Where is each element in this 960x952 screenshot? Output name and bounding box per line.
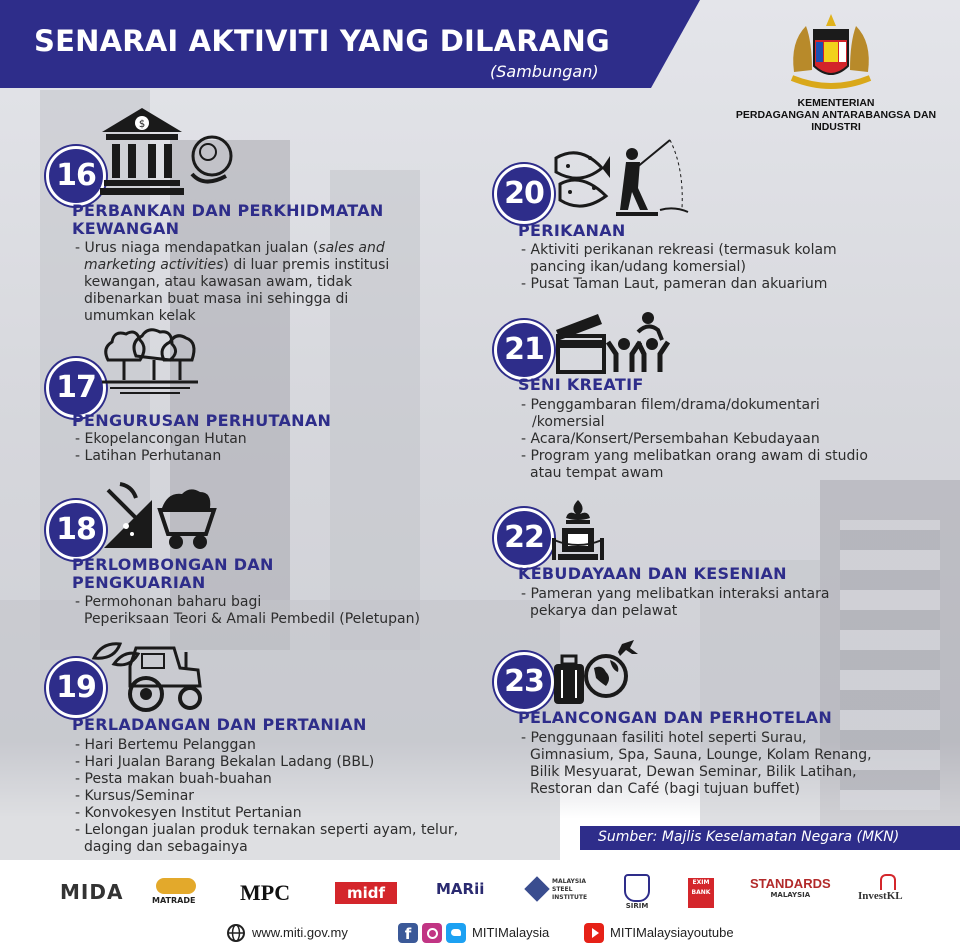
tractor-icon — [90, 636, 206, 712]
instagram-icon[interactable] — [422, 923, 442, 943]
section-heading: PERBANKAN DAN PERKHIDMATAN KEWANGAN — [72, 201, 384, 238]
item-list — [72, 240, 452, 325]
ministry-name: KEMENTERIAN PERDAGANGAN ANTARABANGSA DAN INDUSTRI — [735, 97, 937, 133]
number-badge: 20 — [494, 164, 554, 224]
mining-cart-icon — [102, 482, 220, 552]
list-item: - Hari Jualan Barang Bekalan Ladang (BBL) — [72, 754, 512, 771]
list-item: pancing ikan/udang komersial) — [530, 259, 746, 275]
list-item: - Pesta makan buah-buahan — [72, 771, 512, 788]
bank-icon — [100, 106, 240, 198]
list-item: - Urus niaga mendapatkan jualan (sales and — [72, 240, 452, 257]
item-list — [72, 594, 472, 628]
section-heading: SENI KREATIF — [518, 375, 644, 394]
section-heading: PERIKANAN — [518, 221, 626, 240]
list-item: - Penggunaan fasiliti hotel seperti Surau, — [518, 730, 928, 747]
item-list — [518, 730, 928, 798]
facebook-icon[interactable]: f — [398, 923, 418, 943]
list-item: - Kursus/Seminar — [72, 788, 512, 805]
number-badge: 21 — [494, 320, 554, 380]
logo-matrade: MATRADE — [152, 878, 204, 908]
museum-exhibit-icon — [550, 498, 606, 564]
list-item: - Permohonan baharu bagi — [72, 594, 472, 611]
logo-mpc: MPC — [240, 880, 291, 905]
item-list — [518, 397, 928, 482]
partner-logos: MIDA MATRADE MPC midf MARii MALAYSIA STEEL INSTITUTE SIRIM EXIM BANK STANDARDS MALAYSIA InvestKL — [60, 876, 903, 910]
list-item: dibenarkan buat masa ini sehingga di — [84, 291, 349, 307]
page-title: SENARAI AKTIVITI YANG DILARANG — [34, 24, 610, 58]
list-item: /komersial — [532, 414, 605, 430]
logo-exim-bank: EXIM BANK — [688, 878, 714, 908]
website-link[interactable]: www.miti.gov.my — [252, 925, 348, 940]
list-item: Restoran dan Café (bagi tujuan buffet) — [530, 781, 801, 797]
number-badge: 16 — [46, 146, 106, 206]
logo-mida: MIDA — [60, 880, 124, 904]
clapperboard-icon — [554, 306, 674, 376]
item-list — [72, 737, 512, 856]
list-item: - Program yang melibatkan orang awam di studio — [518, 448, 928, 465]
luggage-globe-icon — [550, 638, 640, 708]
forest-icon — [100, 326, 200, 396]
list-item: atau tempat awam — [530, 465, 664, 481]
globe-icon — [226, 923, 246, 943]
svg-text:$: $ — [138, 119, 146, 130]
list-item: Peperiksaan Teori & Amali Pembedil (Peletupan) — [84, 611, 420, 627]
logo-marii: MARii — [436, 880, 485, 898]
section-heading: PERLOMBONGAN DAN PENGKUARIAN — [72, 555, 274, 592]
section-heading: PENGURUSAN PERHUTANAN — [72, 411, 332, 430]
item-list — [72, 431, 452, 465]
source-text: Sumber: Majlis Keselamatan Negara (MKN) — [598, 829, 900, 845]
list-item: - Ekopelancongan Hutan — [72, 431, 452, 448]
number-badge: 17 — [46, 358, 106, 418]
list-item: kewangan, atau kawasan awam, tidak — [84, 274, 353, 290]
youtube-channel[interactable]: MITIMalaysiayoutube — [610, 925, 734, 940]
list-item: - Acara/Konsert/Persembahan Kebudayaan — [518, 431, 928, 448]
section-heading: PELANCONGAN DAN PERHOTELAN — [518, 708, 833, 727]
list-item: - Penggambaran filem/drama/dokumentari — [518, 397, 928, 414]
item-list — [518, 586, 918, 620]
logo-standards-malaysia: STANDARDS MALAYSIA — [750, 876, 831, 899]
list-item: - Pameran yang melibatkan interaksi antara — [518, 586, 918, 603]
logo-investkl: InvestKL — [858, 874, 903, 902]
number-badge: 19 — [46, 658, 106, 718]
list-item: - Pusat Taman Laut, pameran dan akuarium — [518, 276, 918, 293]
list-item: pekarya dan pelawat — [530, 603, 678, 619]
social-handle[interactable]: MITIMalaysia — [472, 925, 550, 940]
list-item: - Hari Bertemu Pelanggan — [72, 737, 512, 754]
list-item: daging dan sebagainya — [84, 839, 248, 855]
list-item: - Aktiviti perikanan rekreasi (termasuk kolam — [518, 242, 918, 259]
number-badge: 18 — [46, 500, 106, 560]
section-heading: PERLADANGAN DAN PERTANIAN — [72, 715, 367, 734]
source-banner — [580, 826, 960, 850]
number-badge: 23 — [494, 652, 554, 712]
list-item: marketing activities) di luar premis institusi — [84, 257, 390, 273]
footer — [0, 916, 960, 952]
item-list — [518, 242, 918, 293]
list-item: - Latihan Perhutanan — [72, 448, 452, 465]
number-badge: 22 — [494, 508, 554, 568]
twitter-icon[interactable] — [446, 923, 466, 943]
youtube-icon[interactable] — [584, 923, 604, 943]
logo-sirim: SIRIM — [622, 874, 652, 910]
list-item: Bilik Mesyuarat, Dewan Seminar, Bilik Latihan, — [530, 764, 857, 780]
page-subtitle: (Sambungan) — [490, 62, 599, 81]
list-item: umumkan kelak — [84, 308, 196, 324]
fishing-icon — [550, 138, 700, 220]
coat-of-arms-icon — [786, 12, 876, 96]
list-item: - Konvokesyen Institut Pertanian — [72, 805, 512, 822]
list-item: - Lelongan jualan produk ternakan seperti ayam, telur, — [72, 822, 512, 839]
list-item: Gimnasium, Spa, Sauna, Lounge, Kolam Renang, — [530, 747, 872, 763]
logo-midf: midf — [335, 882, 397, 904]
section-heading: KEBUDAYAAN DAN KESENIAN — [518, 564, 787, 583]
